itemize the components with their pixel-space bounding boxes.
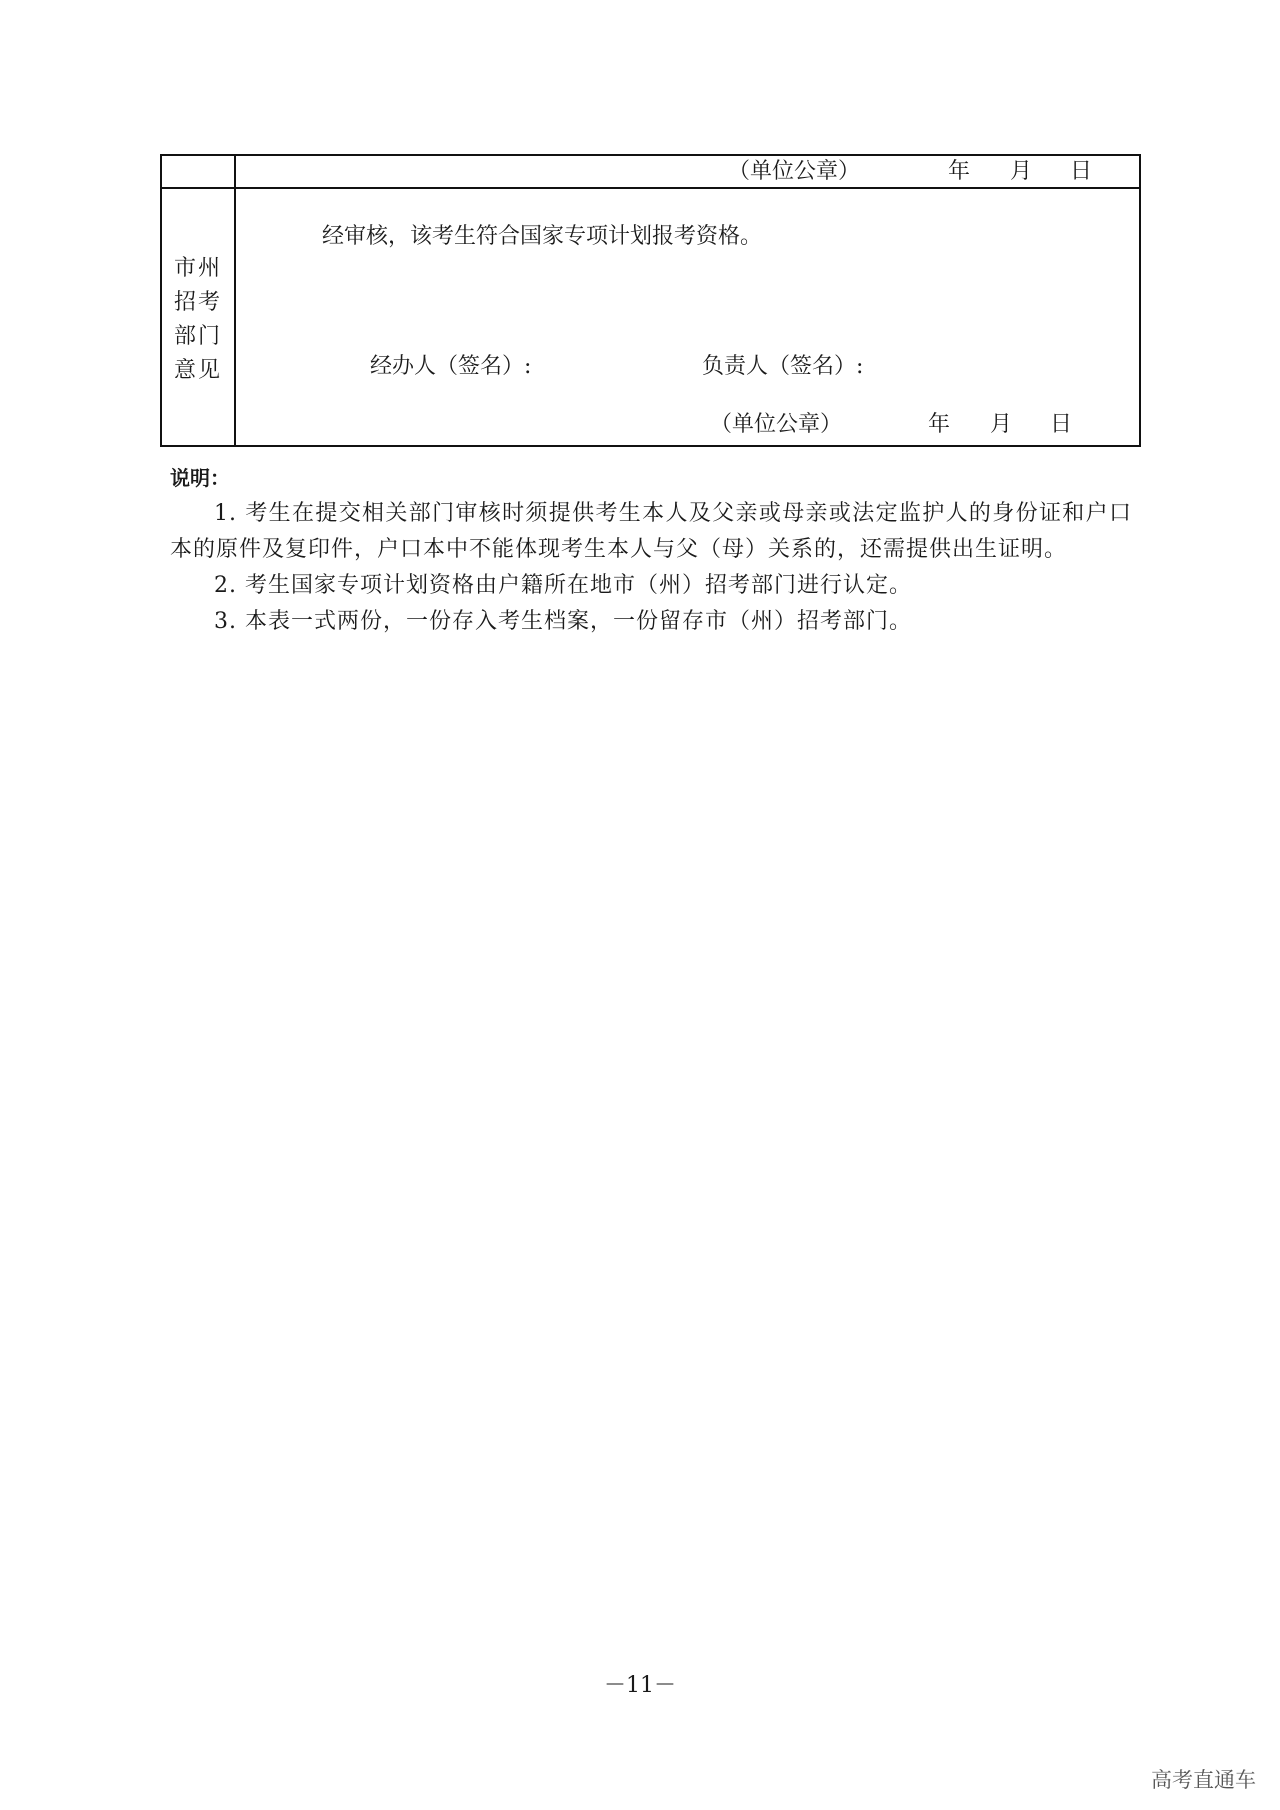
note-item: 1. 考生在提交相关部门审核时须提供考生本人及父亲或母亲或法定监护人的身份证和户口本的原件及复印件，户口本中不能体现考生本人与父（母）关系的，还需提供出生证明。: [170, 501, 1132, 562]
label-line: 市州: [173, 256, 222, 281]
review-month-label: 月: [990, 412, 1013, 437]
review-statement: 经审核，该考生符合国家专项计划报考资格。: [322, 224, 763, 249]
label-line: 意见: [173, 358, 222, 383]
top-seal-text: （单位公章）: [728, 159, 861, 184]
handler-signature-label: 经办人（签名）:: [370, 354, 532, 379]
notes-heading: 说明：: [170, 466, 230, 490]
top-month-label: 月: [1010, 159, 1033, 184]
row-divider: [162, 187, 1139, 189]
review-row-label: [162, 252, 234, 388]
review-year-label: 年: [928, 412, 951, 437]
supervisor-signature-label: 负责人（签名）:: [702, 354, 864, 379]
review-day-label: 日: [1050, 412, 1073, 437]
page-number: －11－: [604, 1673, 676, 1698]
watermark: 高考直通车: [1151, 1768, 1256, 1792]
review-seal-text: （单位公章）: [710, 412, 843, 437]
notes-section: [170, 460, 1132, 640]
label-line: 招考: [173, 290, 222, 315]
note-item: 2. 考生国家专项计划资格由户籍所在地市（州）招考部门进行认定。: [214, 573, 912, 598]
top-day-label: 日: [1070, 159, 1093, 184]
note-item: 3. 本表一式两份，一份存入考生档案，一份留存市（州）招考部门。: [214, 609, 912, 634]
column-divider: [234, 156, 236, 445]
top-year-label: 年: [948, 159, 971, 184]
review-form-table: [160, 154, 1141, 447]
label-line: 部门: [173, 324, 222, 349]
